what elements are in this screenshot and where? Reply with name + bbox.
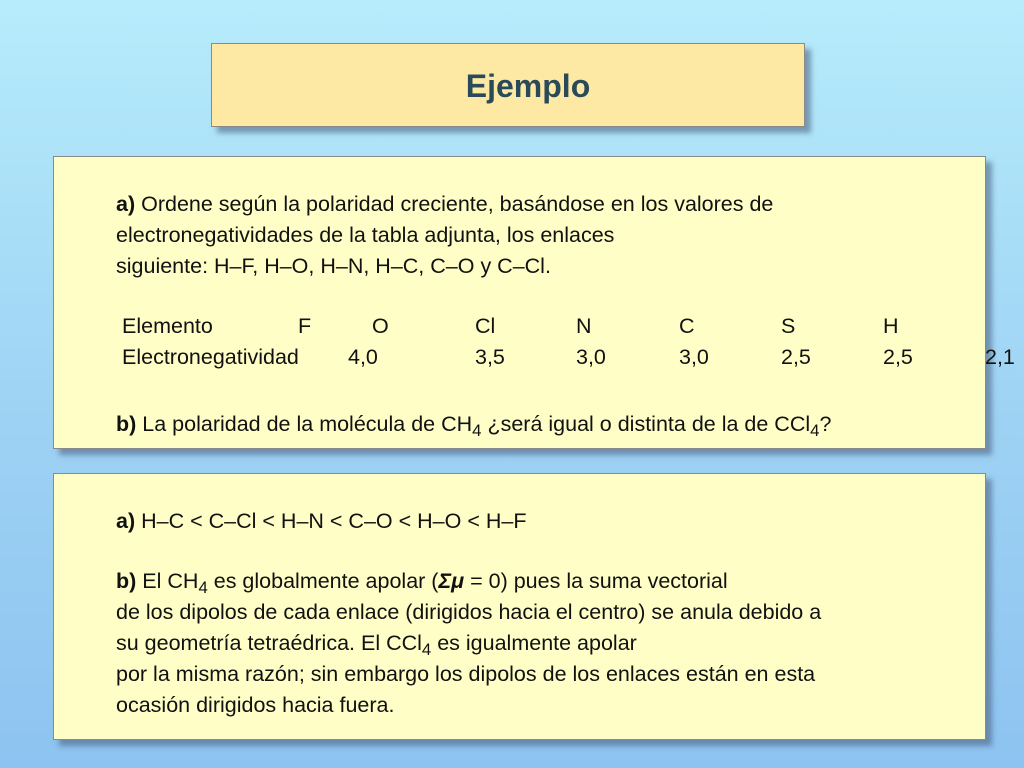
title-box <box>211 43 805 127</box>
table-value-s: 2,5 <box>883 345 913 369</box>
question-b-label: b) <box>116 412 137 436</box>
sum-mu-symbol: Σμ <box>438 569 465 593</box>
table-value-cl: 3,0 <box>576 345 606 369</box>
answer-b-subscript-1: 4 <box>198 578 208 598</box>
table-cell-o: O <box>372 314 389 338</box>
answer-b-text-1a: El CH <box>142 569 199 593</box>
question-card <box>53 156 1015 449</box>
question-b-text-2: ¿será igual o distinta de la de CCl <box>487 412 811 436</box>
table-value-f: 4,0 <box>348 345 378 369</box>
answer-b-text-3b: es igualmente apolar <box>437 631 637 655</box>
table-row-electronegativity <box>54 345 1015 369</box>
question-b-line <box>116 412 832 441</box>
question-a-line-2: electronegatividades de la tabla adjunta, los enlaces <box>116 223 615 247</box>
question-b-subscript-1: 4 <box>472 421 482 441</box>
answer-a-line <box>116 509 526 533</box>
answer-b-line-3 <box>116 631 637 660</box>
question-a-line-3: siguiente: H–F, H–O, H–N, H–C, C–O y C–Cl. <box>116 254 551 278</box>
answer-b-line-4: por la misma razón; sin embargo los dipolos de los enlaces están en esta <box>116 662 816 686</box>
table-cell-n: N <box>576 314 592 338</box>
question-a-label: a) <box>116 192 136 216</box>
table-header-element: Elemento <box>122 314 213 338</box>
table-cell-cl: Cl <box>475 314 496 338</box>
table-cell-s: S <box>781 314 796 338</box>
answer-b-line-1 <box>116 569 728 598</box>
question-b-text-1: La polaridad de la molécula de CH <box>142 412 473 436</box>
table-value-c: 2,5 <box>781 345 811 369</box>
answer-a-label: a) <box>116 509 136 533</box>
table-value-h: 2,1 <box>985 345 1015 369</box>
answer-b-text-1c: = 0) pues la suma vectorial <box>470 569 728 593</box>
question-a-text-1: Ordene según la polaridad creciente, basándose en los valores de <box>141 192 774 216</box>
table-cell-c: C <box>679 314 695 338</box>
table-cell-h: H <box>883 314 899 338</box>
answer-b-subscript-3: 4 <box>421 640 432 660</box>
question-b-text-3: ? <box>819 412 832 436</box>
answer-b-label: b) <box>116 569 137 593</box>
question-b-subscript-2: 4 <box>810 421 820 441</box>
answer-a-text: H–C < C–Cl < H–N < C–O < H–O < H–F <box>141 509 527 533</box>
table-row-elements <box>54 314 985 338</box>
table-value-n: 3,0 <box>679 345 709 369</box>
table-cell-f: F <box>298 314 312 338</box>
table-header-electronegativity: Electronegatividad <box>122 345 299 369</box>
slide-title: Ejemplo <box>465 68 591 104</box>
answer-b-line-2: de los dipolos de cada enlace (dirigidos hacia el centro) se anula debido a <box>116 600 822 624</box>
table-value-o: 3,5 <box>475 345 505 369</box>
question-a-line-1 <box>116 192 773 216</box>
answer-b-text-3a: su geometría tetraédrica. El CCl <box>116 631 422 655</box>
answer-card <box>53 473 986 740</box>
answer-b-text-1b: es globalmente apolar ( <box>213 569 439 593</box>
answer-b-line-5: ocasión dirigidos hacia fuera. <box>116 693 395 717</box>
